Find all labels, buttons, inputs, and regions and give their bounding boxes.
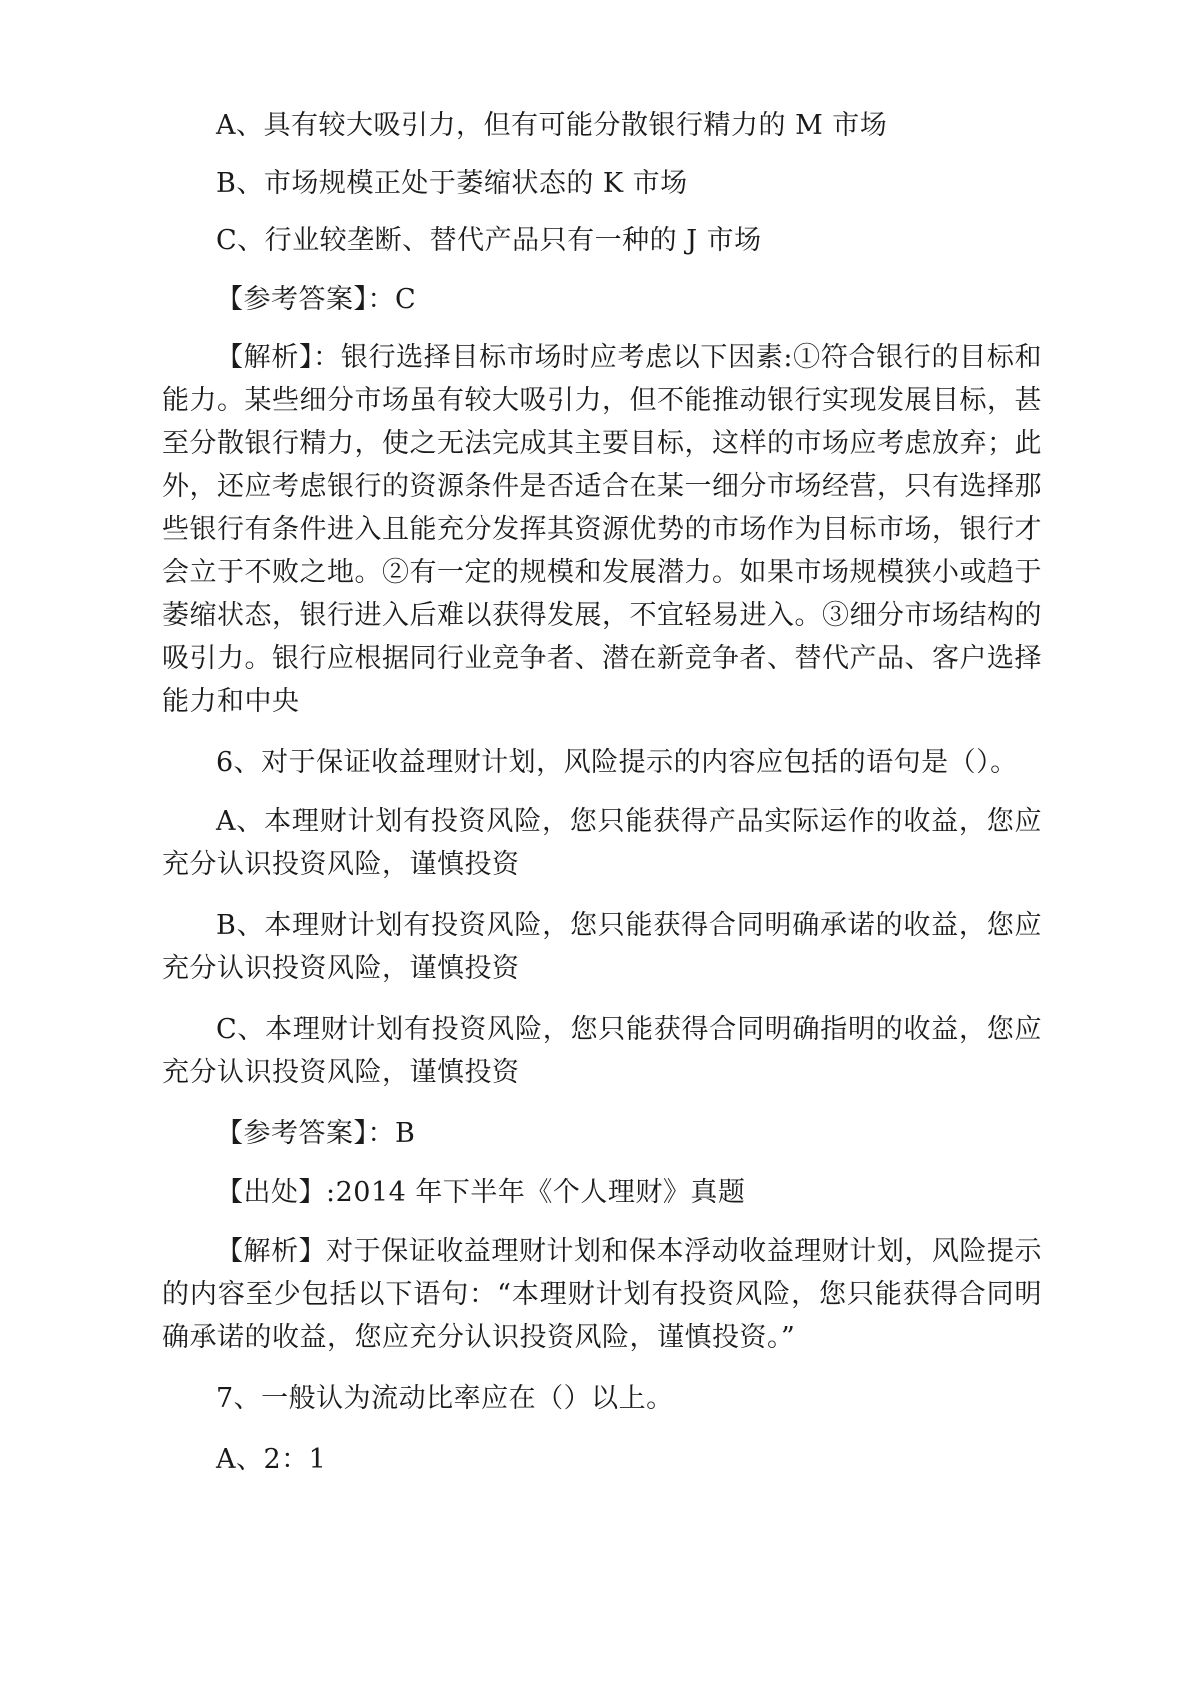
q5-option-b: B、市场规模正处于萎缩状态的 K 市场 — [216, 168, 688, 199]
q6-option-a: A、本理财计划有投资风险，您只能获得产品实际运作的收益，您应充分认识投资风险，谨慎投资 — [162, 806, 1042, 880]
document-page — [162, 104, 1042, 1501]
q5-option-c: C、行业较垄断、替代产品只有一种的 J 市场 — [216, 225, 762, 256]
q7-question: 7、一般认为流动比率应在（）以上。 — [216, 1383, 674, 1414]
q5-answer: 【参考答案】：C — [216, 284, 417, 315]
q6-option-c: C、本理财计划有投资风险，您只能获得合同明确指明的收益，您应充分认识投资风险，谨慎投资 — [162, 1014, 1042, 1088]
q5-option-a: A、具有较大吸引力，但有可能分散银行精力的 M 市场 — [216, 110, 888, 141]
q5-explanation: 【解析】：银行选择目标市场时应考虑以下因素:①符合银行的目标和能力。某些细分市场虽有较大吸引力，但不能推动银行实现发展目标，甚至分散银行精力，使之无法完成其主要目标，这样的市场应考虑放弃；此外，还应考虑银行的资源条件是否适合在某一细分市场经营，只有选择那些银行有条件进入且能充分发挥其资源优势的市场作为目标市场，银行才会立于不败之地。②有一定的规模和发展潜力。如果市场规模狭小或趋于萎缩状态，银行进入后难以获得发展，不宜轻易进入。③细分市场结构的吸引力。银行应根据同行业竞争者、潜在新竞争者、替代产品、客户选择能力和中央 — [162, 342, 1042, 717]
q6-source: 【出处】:2014 年下半年《个人理财》真题 — [216, 1177, 746, 1208]
q6-answer: 【参考答案】：B — [216, 1118, 416, 1149]
q6-question: 6、对于保证收益理财计划，风险提示的内容应包括的语句是（）。 — [216, 747, 1018, 778]
q7-option-a: A、2：1 — [216, 1444, 327, 1475]
q6-explanation: 【解析】对于保证收益理财计划和保本浮动收益理财计划，风险提示的内容至少包括以下语句：“本理财计划有投资风险，您只能获得合同明确承诺的收益，您应充分认识投资风险，谨慎投资。” — [162, 1236, 1042, 1353]
q6-option-b: B、本理财计划有投资风险，您只能获得合同明确承诺的收益，您应充分认识投资风险，谨慎投资 — [162, 910, 1042, 984]
